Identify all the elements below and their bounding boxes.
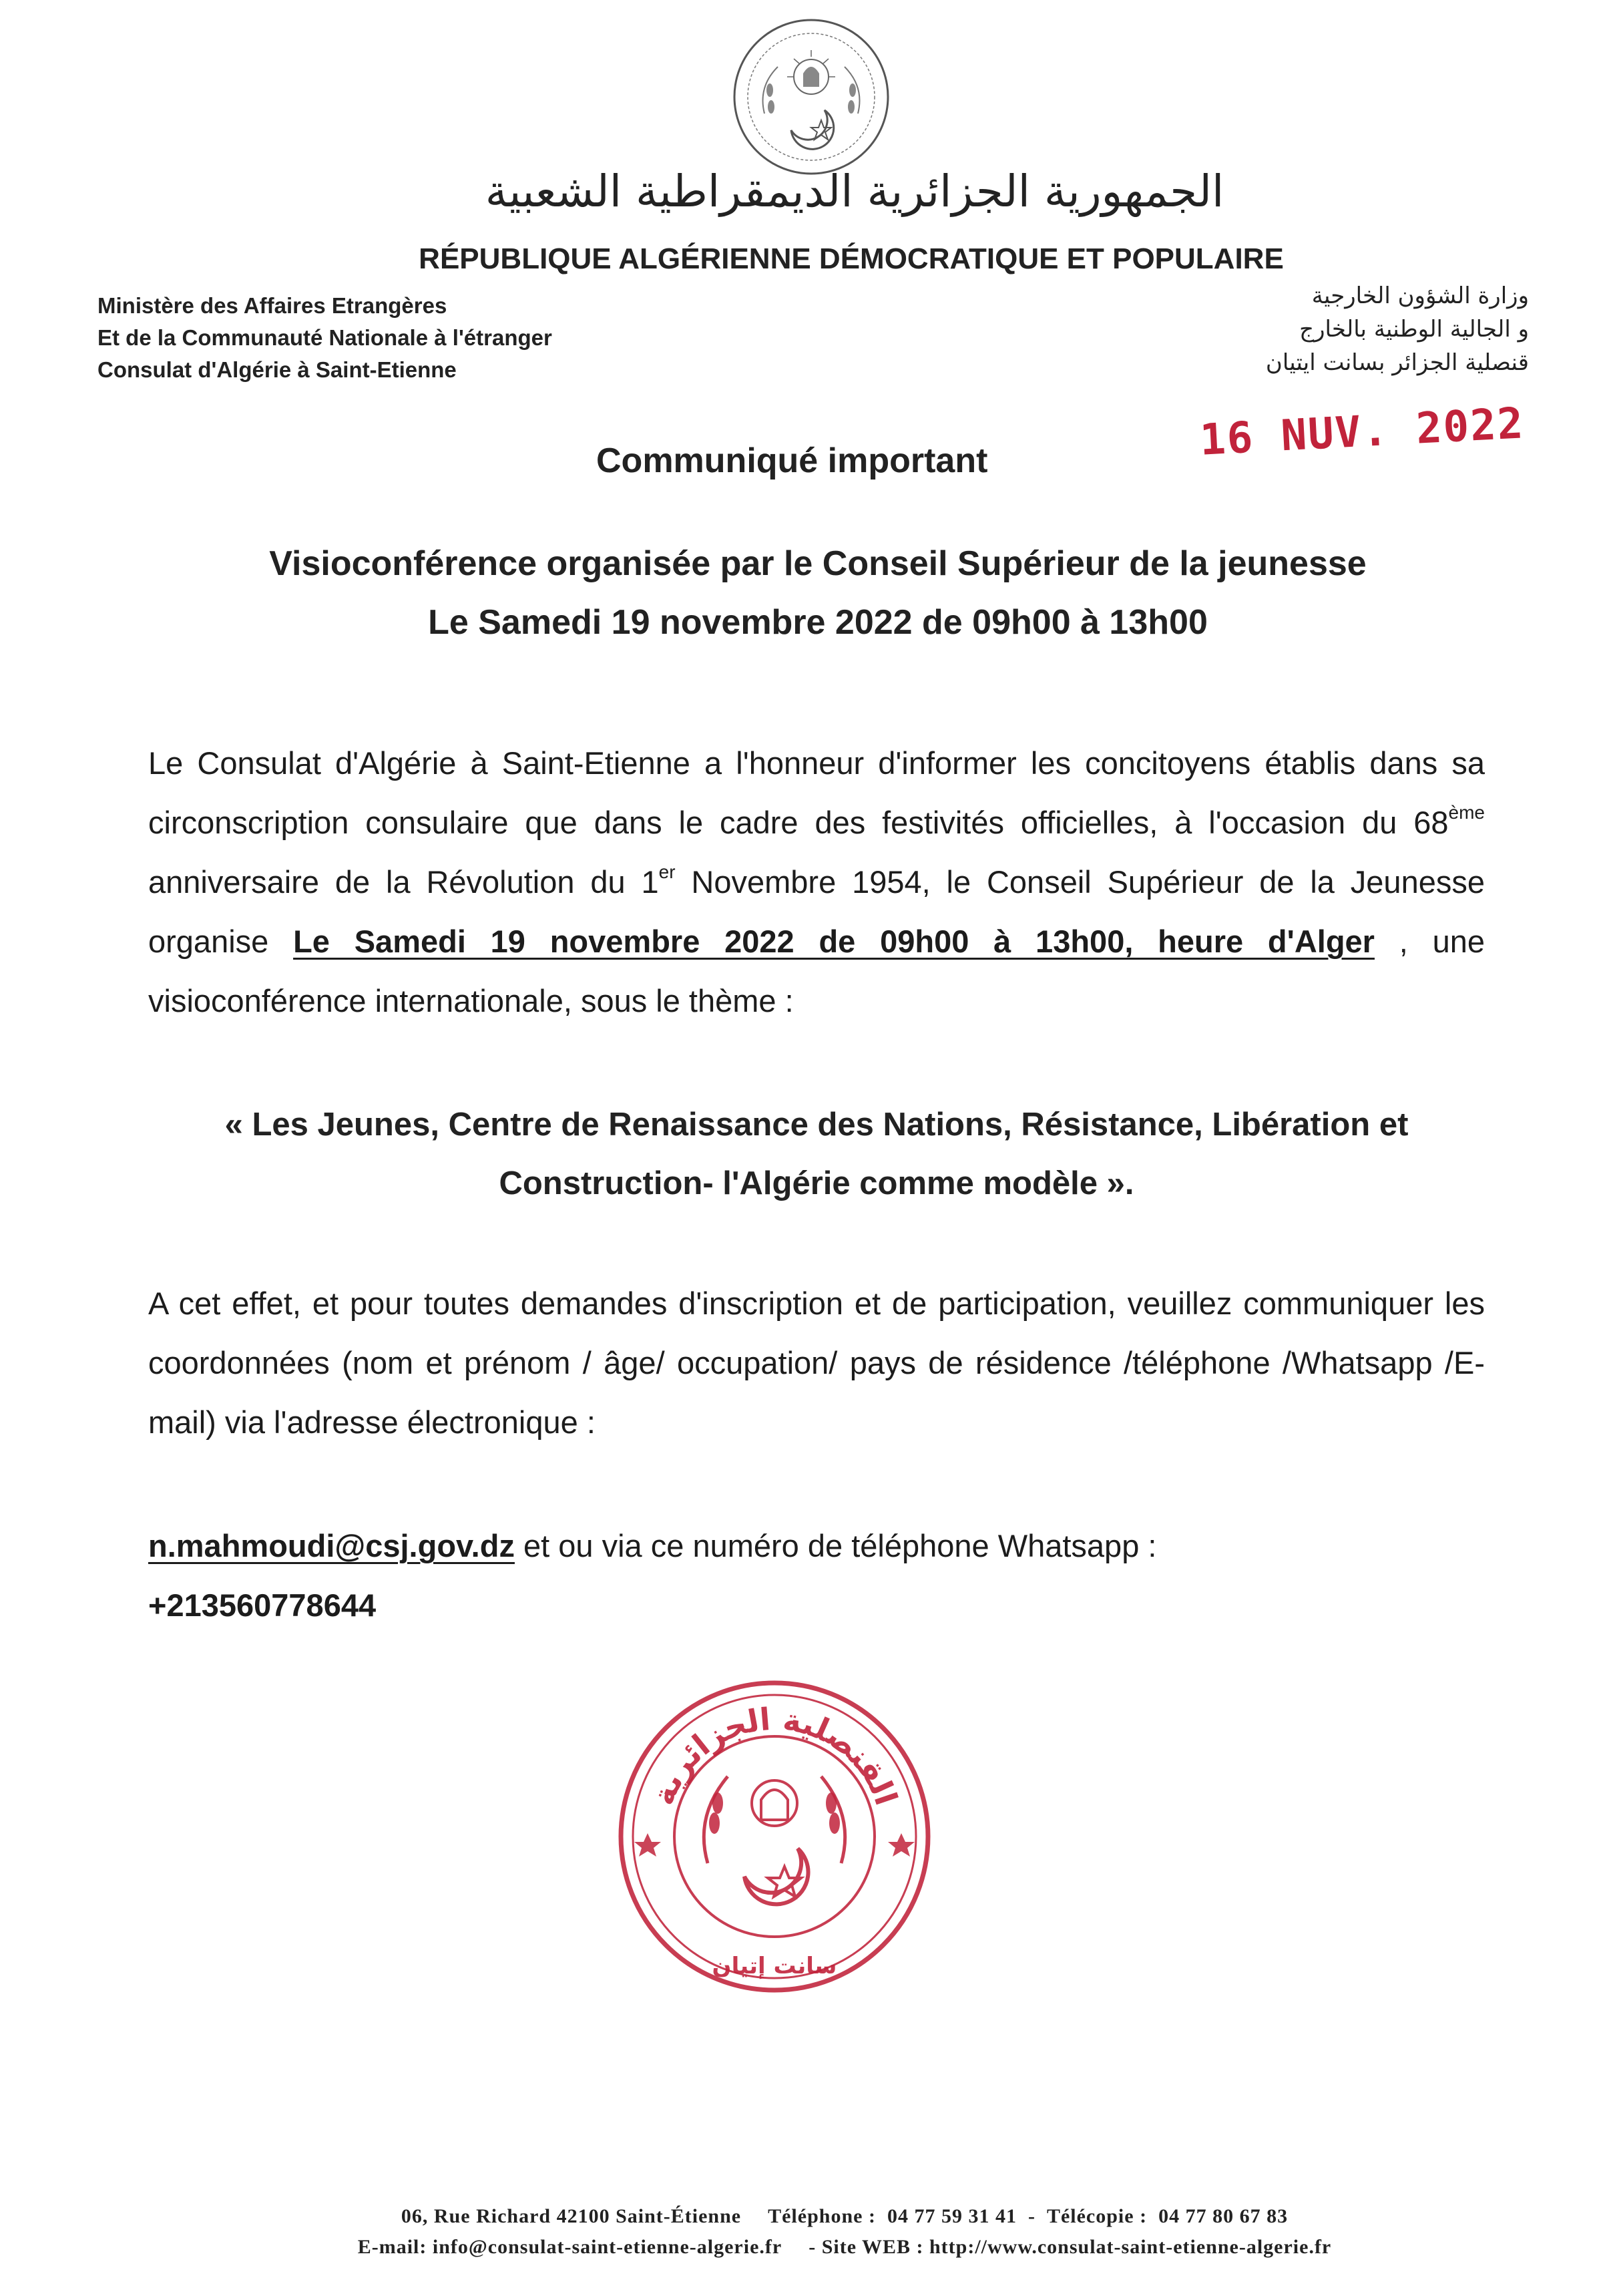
text-run: anniversaire de la Révolution du 1 (148, 864, 659, 900)
national-emblem-icon (724, 13, 898, 180)
ministry-line-ar: وزارة الشؤون الخارجية (1311, 282, 1529, 309)
seal-bottom-text: سانت إتيان (712, 1953, 837, 1979)
ministry-line: Consulat d'Algérie à Saint-Etienne (97, 357, 457, 382)
footer-email-link[interactable]: info@consulat-saint-etienne-algerie.fr (432, 2236, 782, 2258)
republic-title: RÉPUBLIQUE ALGÉRIENNE DÉMOCRATIQUE ET POPULAIRE (419, 242, 1284, 275)
theme-line-1: « Les Jeunes, Centre de Renaissance des Nations, Résistance, Libération et (224, 1107, 1409, 1143)
seal-outer-text: القنصلية الجزائرية (644, 1700, 905, 1810)
text-run: , une visioconférence internationale, sous le thème : (148, 924, 1485, 1018)
footer-address-line: 06, Rue Richard 42100 Saint-Étienne Téléphone : 04 77 59 31 41 - Télécopie : 04 77 80 67 83 (401, 2205, 1289, 2227)
contact-text: et ou via ce numéro de téléphone Whatsapp : (514, 1528, 1157, 1563)
superscript: er (658, 862, 676, 882)
ministry-block-ar (1266, 279, 1529, 379)
subject-line-1: Visioconférence organisée par le Conseil Supérieur de la jeunesse (269, 544, 1367, 583)
superscript: ème (1448, 802, 1485, 823)
consulate-seal-icon (608, 1670, 941, 2003)
contact-email-link[interactable]: n.mahmoudi@csj.gov.dz (148, 1528, 515, 1563)
date-stamp: 16 NUV. 2022 (1198, 399, 1526, 465)
ministry-line-ar: و الجالية الوطنية بالخارج (1299, 316, 1529, 343)
footer-site-label: - Site WEB : (809, 2236, 924, 2258)
arabic-republic-title: الجمهورية الجزائرية الديمقراطية الشعبية (485, 166, 1224, 217)
footer-email-label: E-mail: (357, 2236, 427, 2258)
footer-contact-line (0, 2236, 1609, 2259)
contact-block (148, 1516, 1485, 1635)
contact-line (148, 1516, 1485, 1575)
footer-fax-label: Télécopie : (1046, 2205, 1148, 2227)
svg-text:القنصلية الجزائرية (644, 1701, 904, 1810)
text-run: Le Consulat d'Algérie à Saint-Etienne a l'honneur d'informer les concitoyens établis dans sa circonscription consulaire que dans le cadre des festivités officielles, à l'occasion du 68 (148, 745, 1485, 840)
footer-fax: 04 77 80 67 83 (1158, 2205, 1289, 2227)
paragraph-intro (148, 733, 1485, 1030)
paragraph-registration: A cet effet, et pour toutes demandes d'inscription et de participation, veuillez communiquer les coordonnées (nom et prénom / âge/ occupation/ pays de résidence /téléphone /Whatsapp /E-mail) via l'adresse électronique : (148, 1286, 1485, 1440)
ministry-line: Et de la Communauté Nationale à l'étranger (97, 325, 552, 350)
theme-quote (148, 1095, 1485, 1213)
footer-site-link[interactable]: http://www.consulat-saint-etienne-algerie.fr (929, 2236, 1332, 2258)
footer-phone: 04 77 59 31 41 (887, 2205, 1017, 2227)
text-run: Novembre 1954, le Conseil Supérieur de la Jeunesse organise (148, 864, 1485, 959)
ministry-line: Ministère des Affaires Etrangères (97, 293, 447, 318)
ministry-block-fr (97, 290, 552, 386)
contact-phone: +213560778644 (148, 1587, 377, 1623)
footer-address: 06, Rue Richard 42100 Saint-Étienne (401, 2205, 742, 2227)
ministry-line-ar: قنصلية الجزائر بسانت ايتيان (1265, 349, 1529, 376)
communique-title: Communiqué important (596, 441, 988, 480)
theme-line-2: Construction- l'Algérie comme modèle ». (499, 1165, 1134, 1201)
footer-phone-label: Téléphone : (768, 2205, 876, 2227)
subject-line-2: Le Samedi 19 novembre 2022 de 09h00 à 13h00 (428, 603, 1208, 642)
event-date-emphasis: Le Samedi 19 novembre 2022 de 09h00 à 13h00, heure d'Alger (293, 924, 1375, 959)
subject-heading (0, 534, 1609, 652)
